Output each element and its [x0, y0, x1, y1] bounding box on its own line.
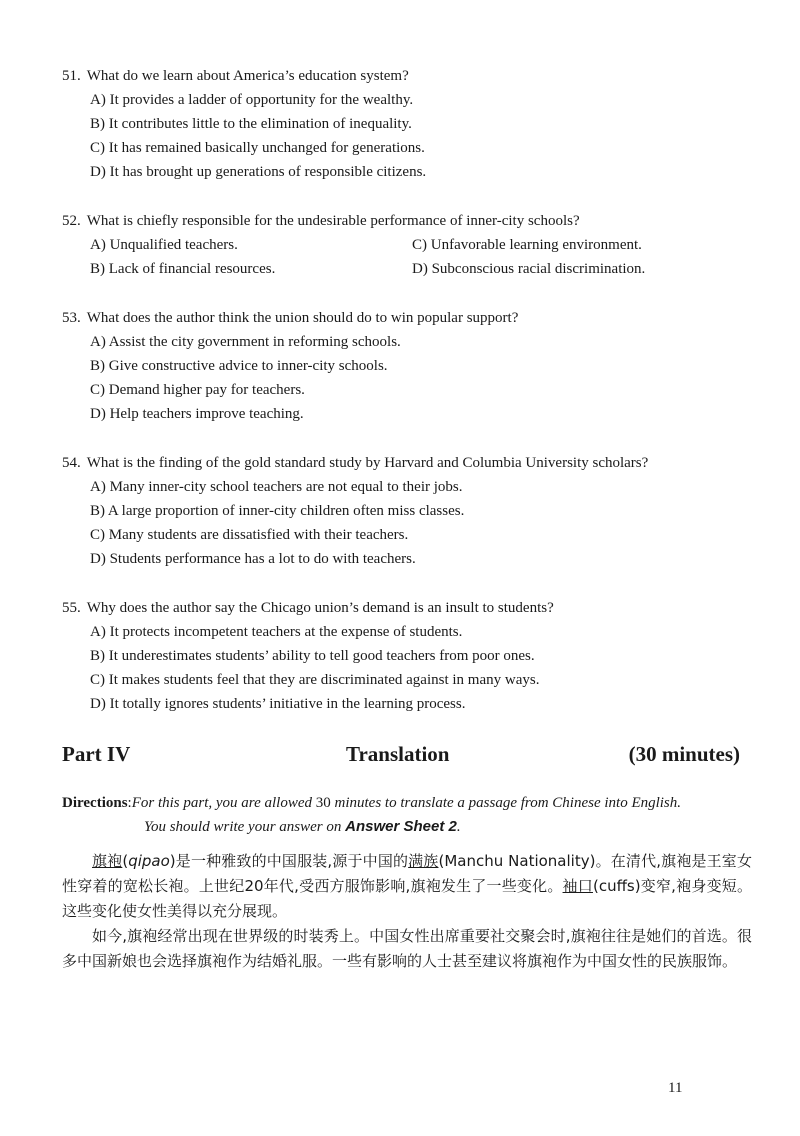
- term-qipao: 旗袍: [92, 852, 123, 870]
- option-a: A) Many inner-city school teachers are not equal to their jobs.: [90, 479, 463, 495]
- option-a: A) Assist the city government in reforming schools.: [90, 334, 401, 350]
- directions-line-2: [62, 815, 752, 839]
- question-55: [62, 596, 752, 716]
- part-title: Translation: [346, 742, 450, 766]
- page-number: 11: [668, 1080, 683, 1096]
- option-b: B) It underestimates students’ ability to tell good teachers from poor ones.: [90, 648, 535, 664]
- option-c: C) Unfavorable learning environment.: [412, 237, 642, 253]
- directions-line-1: [62, 792, 752, 815]
- pinyin: qipao: [128, 852, 170, 870]
- question-text: What does the author think the union should do to win popular support?: [86, 310, 519, 326]
- directions-text: You should write your answer on: [144, 819, 346, 835]
- option-d: D) Help teachers improve teaching.: [90, 406, 304, 422]
- option-b: B) It contributes little to the elimination of inequality.: [90, 116, 412, 132]
- question-stem: [62, 306, 752, 330]
- directions-minutes: 30: [315, 795, 331, 811]
- answer-sheet-ref: Answer Sheet 2: [345, 818, 457, 835]
- passage-paragraph-1: [62, 849, 752, 924]
- question-stem: [62, 64, 752, 88]
- part-header: [62, 742, 740, 772]
- part-number: Part IV: [62, 742, 131, 766]
- option-c: C) It has remained basically unchanged for generations.: [90, 140, 425, 156]
- directions-label: Directions: [62, 795, 128, 811]
- option-a: A) It provides a ladder of opportunity for the wealthy.: [90, 92, 414, 108]
- directions-colon: :: [127, 795, 132, 811]
- question-number: 55.: [62, 600, 81, 616]
- question-number: 52.: [62, 213, 81, 229]
- term-manchu: 满族: [408, 852, 439, 870]
- question-54: [62, 451, 752, 571]
- question-text: What is the finding of the gold standard study by Harvard and Columbia University scholars?: [86, 455, 649, 471]
- option-a: A) It protects incompetent teachers at the expense of students.: [90, 624, 463, 640]
- option-a: A) Unqualified teachers.: [90, 237, 238, 253]
- directions-text: minutes to translate a passage from Chinese into English.: [330, 795, 682, 811]
- directions-text: For this part, you are allowed: [131, 795, 316, 811]
- option-grid: [62, 233, 752, 281]
- option-b: B) Give constructive advice to inner-city schools.: [90, 358, 388, 374]
- passage-text: (Manchu Nationality)。在清代,旗袍是王室女性穿着的宽松长袍。上世纪20年代,受西方服饰影响,旗袍发生了一些变化。: [62, 852, 752, 895]
- question-stem: [62, 451, 752, 475]
- paren: ): [169, 852, 176, 870]
- question-text: Why does the author say the Chicago union’s demand is an insult to students?: [86, 600, 554, 616]
- option-c: C) Demand higher pay for teachers.: [90, 382, 305, 398]
- question-text: What is chiefly responsible for the undesirable performance of inner-city schools?: [86, 213, 580, 229]
- question-53: [62, 306, 752, 426]
- question-stem: [62, 596, 752, 620]
- question-text: What do we learn about America’s education system?: [86, 68, 409, 84]
- question-stem: [62, 209, 752, 233]
- part-time-limit: (30 minutes): [628, 742, 740, 766]
- option-d: D) It totally ignores students’ initiative in the learning process.: [90, 696, 466, 712]
- directions: [62, 792, 752, 839]
- question-51: [62, 64, 752, 184]
- question-number: 51.: [62, 68, 81, 84]
- option-d: D) Students performance has a lot to do with teachers.: [90, 551, 416, 567]
- option-b: B) A large proportion of inner-city children often miss classes.: [90, 503, 465, 519]
- option-c: C) Many students are dissatisfied with their teachers.: [90, 527, 409, 543]
- directions-period: .: [456, 819, 461, 835]
- option-b: B) Lack of financial resources.: [90, 261, 276, 277]
- option-c: C) It makes students feel that they are discriminated against in many ways.: [90, 672, 540, 688]
- question-number: 53.: [62, 310, 81, 326]
- passage-paragraph-2: 如今,旗袍经常出现在世界级的时装秀上。中国女性出席重要社交聚会时,旗袍往往是她们的首选。很多中国新娘也会选择旗袍作为结婚礼服。一些有影响的人士甚至建议将旗袍作为中国女性的民族服饰。: [62, 927, 752, 970]
- paren: (: [122, 852, 129, 870]
- passage-text: 是一种雅致的中国服装,源于中国的: [175, 852, 409, 870]
- translation-passage: [62, 849, 752, 974]
- question-number: 54.: [62, 455, 81, 471]
- option-d: D) Subconscious racial discrimination.: [412, 261, 646, 277]
- option-d: D) It has brought up generations of responsible citizens.: [90, 164, 427, 180]
- passage-text: (cuffs)变窄,袍身变短。这些变化使女性美得以充分展现。: [62, 877, 752, 920]
- term-cuffs: 袖口: [562, 877, 593, 895]
- question-52: [62, 209, 752, 281]
